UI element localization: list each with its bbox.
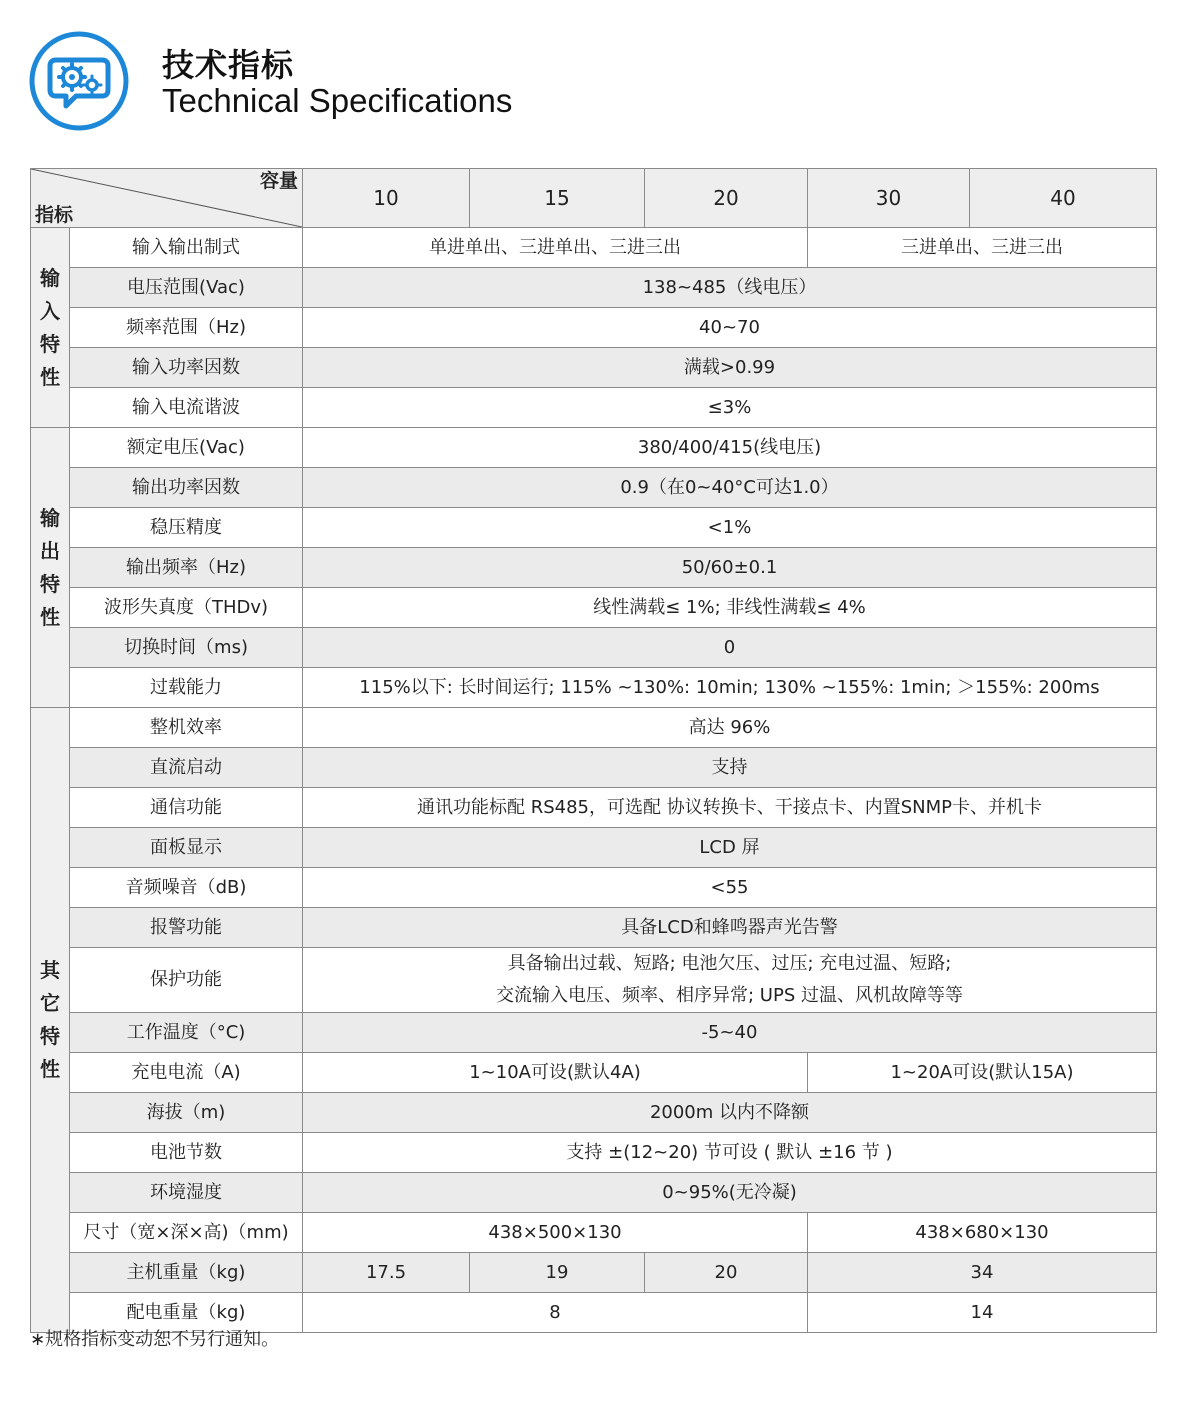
table-row [31,1213,1157,1253]
group-other-label: 其 它 特 性 [31,708,70,1333]
table-row [31,748,1157,788]
protection-line-2: 交流输入电压、频率、相序异常; UPS 过温、风机故障等等 [496,985,963,1006]
capacity-40: 40 [970,169,1157,228]
row-label: 切换时间（ms) [70,628,303,668]
row-value: -5~40 [303,1013,1157,1053]
row-label: 通信功能 [70,788,303,828]
table-row [31,388,1157,428]
spec-table [30,168,1157,1333]
row-value: 1~10A可设(默认4A) [303,1053,808,1093]
page-title-zh: 技术指标 [162,46,295,84]
table-row [31,1093,1157,1133]
footnote: ∗规格指标变动恕不另行通知。 [30,1329,280,1350]
row-value: 高达 96% [303,708,1157,748]
capacity-20: 20 [645,169,808,228]
row-value: <55 [303,868,1157,908]
row-value: 19 [470,1253,645,1293]
table-row [31,708,1157,748]
row-label: 稳压精度 [70,508,303,548]
row-value: LCD 屏 [303,828,1157,868]
table-row [31,468,1157,508]
row-value: 0.9（在0~40°C可达1.0） [303,468,1157,508]
row-value: 满载>0.99 [303,348,1157,388]
capacity-30: 30 [808,169,970,228]
row-value: <1% [303,508,1157,548]
row-label: 输出功率因数 [70,468,303,508]
protection-line-1: 具备输出过载、短路; 电池欠压、过压; 充电过温、短路; [507,953,952,974]
table-row [31,1053,1157,1093]
capacity-15: 15 [470,169,645,228]
row-value: 438×500×130 [303,1213,808,1253]
row-value: 0~95%(无冷凝) [303,1173,1157,1213]
row-value: 单进单出、三进单出、三进三出 [303,228,808,268]
row-value: 115%以下: 长时间运行; 115% ~130%: 10min; 130% ~155%: 1min; ＞155%: 200ms [303,668,1157,708]
row-value: 40~70 [303,308,1157,348]
row-value: 0 [303,628,1157,668]
table-row [31,348,1157,388]
row-value: 通讯功能标配 RS485，可选配 协议转换卡、干接点卡、内置SNMP卡、并机卡 [303,788,1157,828]
table-row [31,588,1157,628]
row-label: 输入电流谐波 [70,388,303,428]
row-label: 音频噪音（dB) [70,868,303,908]
row-value: 50/60±0.1 [303,548,1157,588]
row-value: 8 [303,1293,808,1333]
row-label: 波形失真度（THDv) [70,588,303,628]
table-row [31,508,1157,548]
row-label: 输入输出制式 [70,228,303,268]
row-value: 380/400/415(线电压) [303,428,1157,468]
row-value: 支持 ±(12~20) 节可设 ( 默认 ±16 节 ) [303,1133,1157,1173]
table-row [31,548,1157,588]
row-value: 438×680×130 [808,1213,1157,1253]
row-label: 保护功能 [70,948,303,1013]
gears-in-chat-bubble-icon [28,30,130,132]
capacity-10: 10 [303,169,470,228]
group-input-label: 输 入 特 性 [31,228,70,428]
row-value: 34 [808,1253,1157,1293]
row-label: 配电重量（kg) [70,1293,303,1333]
row-label: 电池节数 [70,1133,303,1173]
table-row [31,908,1157,948]
row-label: 输入功率因数 [70,348,303,388]
corner-cell [31,169,303,228]
row-value: 三进单出、三进三出 [808,228,1157,268]
row-label: 额定电压(Vac) [70,428,303,468]
row-label: 尺寸（宽×深×高)（mm) [70,1213,303,1253]
row-label: 主机重量（kg) [70,1253,303,1293]
page-title-en: Technical Specifications [162,82,513,119]
row-label: 海拔（m) [70,1093,303,1133]
table-row [31,1173,1157,1213]
row-value [303,948,1157,1013]
table-row [31,308,1157,348]
row-label: 频率范围（Hz) [70,308,303,348]
table-row [31,428,1157,468]
corner-spec-label: 指标 [35,204,74,226]
corner-capacity-label: 容量 [259,170,298,192]
row-label: 面板显示 [70,828,303,868]
row-label: 输出频率（Hz) [70,548,303,588]
row-value: 具备LCD和蜂鸣器声光告警 [303,908,1157,948]
table-row [31,228,1157,268]
row-value: 138~485（线电压） [303,268,1157,308]
row-label: 电压范围(Vac) [70,268,303,308]
row-value: 2000m 以内不降额 [303,1093,1157,1133]
table-row [31,828,1157,868]
row-value: 线性满载≤ 1%; 非线性满载≤ 4% [303,588,1157,628]
row-value: 14 [808,1293,1157,1333]
row-value: 20 [645,1253,808,1293]
table-row [31,628,1157,668]
row-value: 支持 [303,748,1157,788]
table-row [31,268,1157,308]
row-label: 整机效率 [70,708,303,748]
table-row [31,668,1157,708]
row-label: 工作温度（°C) [70,1013,303,1053]
row-label: 过载能力 [70,668,303,708]
table-row [31,1013,1157,1053]
group-output-label: 输 出 特 性 [31,428,70,708]
row-value: 17.5 [303,1253,470,1293]
row-value: ≤3% [303,388,1157,428]
table-row [31,948,1157,1013]
table-row [31,868,1157,908]
row-label: 报警功能 [70,908,303,948]
row-label: 充电电流（A) [70,1053,303,1093]
table-row [31,1253,1157,1293]
table-row [31,1133,1157,1173]
table-row [31,788,1157,828]
header-row [31,169,1157,228]
row-label: 直流启动 [70,748,303,788]
row-value: 1~20A可设(默认15A) [808,1053,1157,1093]
row-label: 环境湿度 [70,1173,303,1213]
